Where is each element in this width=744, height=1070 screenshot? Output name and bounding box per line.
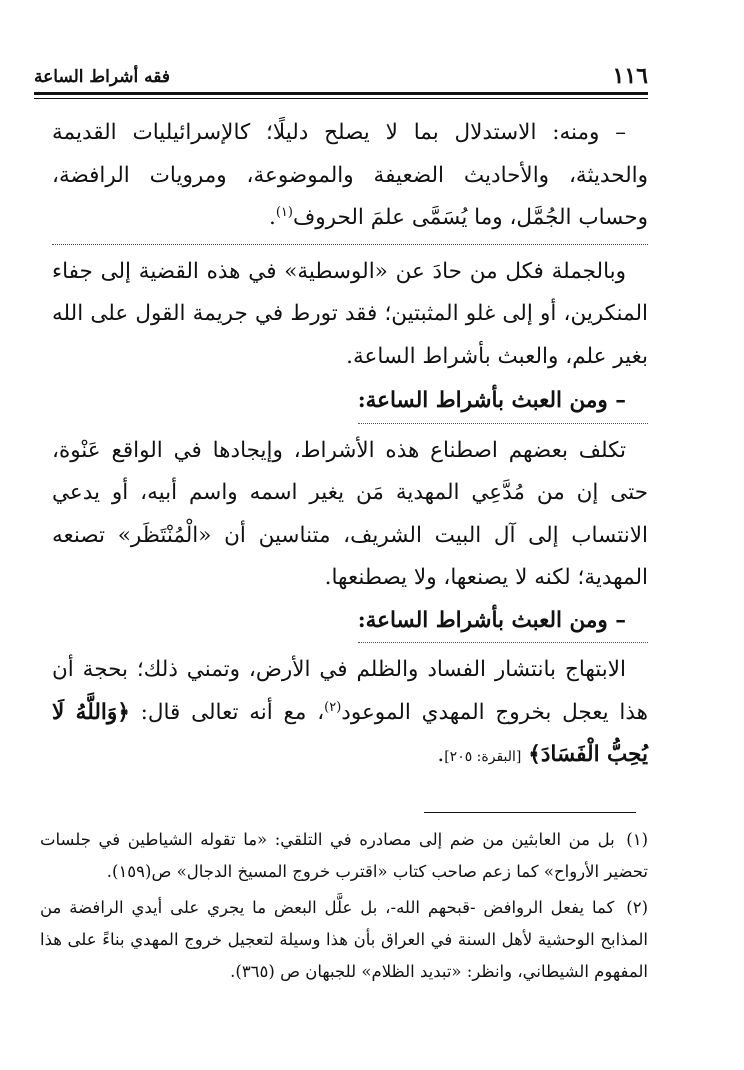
- section-heading-1: – ومن العبث بأشراط الساعة:: [358, 380, 648, 424]
- footnotes: [40, 824, 648, 988]
- paragraph-2: وبالجملة فكل من حادَ عن «الوسطية» في هذه القضية إلى جفاء المنكرين، أو إلى غلو المثبتين؛ فقد تورط في جريمة القول على الله بغير علم، والعبث بأشراط الساعة.: [52, 258, 648, 369]
- paragraph-4: [52, 649, 648, 779]
- footnote-1-number: (١): [626, 830, 649, 849]
- paragraph-4-end: .: [437, 742, 445, 767]
- page-number: ١١٦: [612, 63, 648, 89]
- paragraph-4-mid: ، مع أنه تعالى قال:: [129, 699, 325, 725]
- footnote-2-text: كما يفعل الروافض -قبحهم الله-، بل علَّل البعض ما يجري على أيدي الرافضة من المذابح الوحشية لأهل السنة في العراق بأن هذا وسيلة لتعجيل خروج المهدي بناءً على هذا المفهوم الشيطاني، وانظر: «تبديد الظلام» للجبهان ص (٣٦٥).: [40, 898, 648, 981]
- paragraph-1: [52, 112, 648, 245]
- footnote-1-text: بل من العابثين من ضم إلى مصادره في التلقي: «ما تقوله الشياطين في جلسات تحضير الأرواح» كما زعم صاحب كتاب «اقترب خروج المسيخ الدجال» ص(١٥٩).: [40, 830, 648, 881]
- main-text: [52, 112, 648, 779]
- footnote-ref-2[interactable]: (٢): [324, 699, 342, 715]
- verse-reference: [البقرة: ٢٠٥]: [444, 749, 522, 765]
- footnote-ref-1[interactable]: (١): [275, 204, 293, 220]
- footnote-2: [40, 892, 648, 988]
- footnote-separator: [424, 812, 636, 813]
- footnote-1: [40, 824, 648, 888]
- paragraph-1-end: .: [268, 205, 276, 230]
- running-header: [34, 58, 648, 95]
- footnote-2-number: (٢): [626, 898, 648, 917]
- book-title: فقه أشراط الساعة: [34, 67, 170, 87]
- paragraph-1-text: – ومنه: الاستدلال بما لا يصلح دليلًا؛ كالإسرائيليات القديمة والحديثة، والأحاديث الضعيفة والموضوعة، ومرويات الرافضة، وحساب الجُمَّل، وما يُسَمَّى علمَ الحروف: [52, 120, 648, 230]
- quran-verse: ﴿وَاللَّهُ لَا يُحِبُّ الْفَسَادَ﴾: [52, 699, 648, 767]
- paragraph-4-text: الابتهاج بانتشار الفساد والظلم في الأرض، وتمني ذلك؛ بحجة أن هذا يعجل بخروج المهدي الموعود: [52, 657, 648, 725]
- section-heading-2: – ومن العبث بأشراط الساعة:: [358, 600, 648, 644]
- paragraph-3: تكلف بعضهم اصطناع هذه الأشراط، وإيجادها في الواقع عَنْوة، حتى إن من مُدَّعِي المهدية مَن يغير اسمه واسم أبيه، أو يدعي الانتساب إلى آل البيت الشريف، متناسين أن «الْمُنْتَظَر» تصنعه المهدية؛ لكنه لا يصنعها، ولا يصطنعها.: [52, 437, 648, 590]
